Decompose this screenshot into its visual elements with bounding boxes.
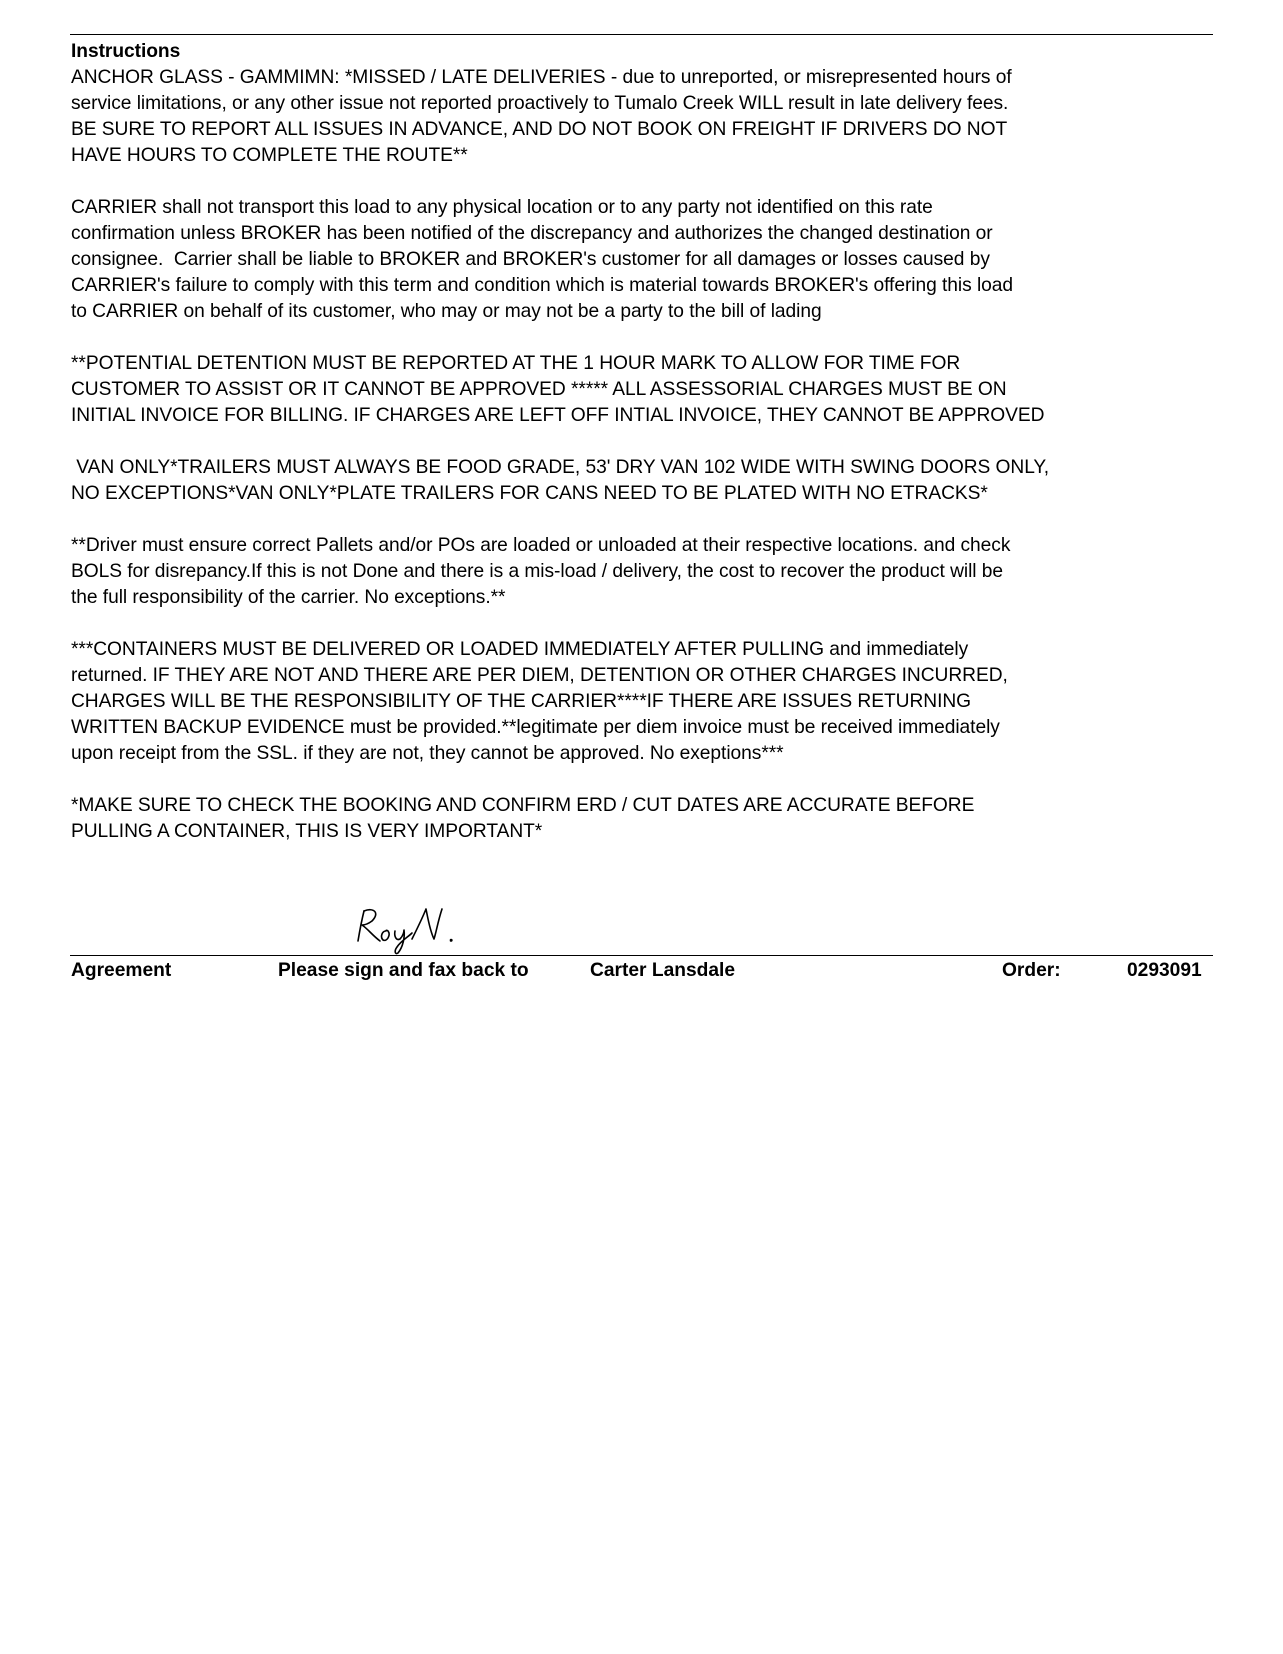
instruction-paragraph-booking [71,793,1221,845]
paragraph-line: CARRIER's failure to comply with this term and condition which is material towards BROKER's offering this load [71,275,1014,296]
paragraph-line: service limitations, or any other issue not reported proactively to Tumalo Creek WILL result in late delivery fees. [71,93,1009,114]
paragraph-line: returned. IF THEY ARE NOT AND THERE ARE PER DIEM, DETENTION OR OTHER CHARGES INCURRED, [71,665,1008,686]
contact-name: Carter Lansdale [590,960,736,981]
paragraph-line: CHARGES WILL BE THE RESPONSIBILITY OF THE CARRIER****IF THERE ARE ISSUES RETURNING [71,691,972,712]
instruction-paragraph-trailers [71,455,1221,507]
order-number: 0293091 [1127,960,1202,981]
paragraph-line: BOLS for disrepancy.If this is not Done and there is a mis-load / delivery, the cost to recover the product will be [71,561,1004,582]
paragraph-line: WRITTEN BACKUP EVIDENCE must be provided.**legitimate per diem invoice must be received immediately [71,717,1000,738]
instructions-heading: Instructions [71,41,181,62]
instruction-paragraph-carrier-liability [71,195,1221,325]
paragraph-line: **POTENTIAL DETENTION MUST BE REPORTED AT THE 1 HOUR MARK TO ALLOW FOR TIME FOR [71,353,961,374]
instruction-paragraph-late-deliveries [71,65,1221,169]
paragraph-line: VAN ONLY*TRAILERS MUST ALWAYS BE FOOD GRADE, 53' DRY VAN 102 WIDE WITH SWING DOORS ONLY, [71,457,1049,478]
paragraph-line: to CARRIER on behalf of its customer, who may or may not be a party to the bill of lading [71,301,822,322]
sign-instruction-label: Please sign and fax back to [278,960,529,981]
paragraph-line: CUSTOMER TO ASSIST OR IT CANNOT BE APPROVED ***** ALL ASSESSORIAL CHARGES MUST BE ON [71,379,1007,400]
paragraph-line: confirmation unless BROKER has been notified of the discrepancy and authorizes the changed destination or [71,223,993,244]
paragraph-line: INITIAL INVOICE FOR BILLING. IF CHARGES ARE LEFT OFF INTIAL INVOICE, THEY CANNOT BE APPROVED [71,405,1045,426]
paragraph-line: upon receipt from the SSL. if they are not, they cannot be approved. No exeptions*** [71,743,784,764]
signature-line [70,955,1213,956]
instruction-paragraph-containers [71,637,1221,767]
paragraph-line: CARRIER shall not transport this load to any physical location or to any party not identified on this rate [71,197,933,218]
paragraph-line: NO EXCEPTIONS*VAN ONLY*PLATE TRAILERS FOR CANS NEED TO BE PLATED WITH NO ETRACKS* [71,483,988,504]
paragraph-line: ***CONTAINERS MUST BE DELIVERED OR LOADED IMMEDIATELY AFTER PULLING and immediately [71,639,969,660]
paragraph-line: ANCHOR GLASS - GAMMIMN: *MISSED / LATE DELIVERIES - due to unreported, or misrepresented hours of [71,67,1012,88]
instruction-paragraph-pallets [71,533,1221,611]
paragraph-line: PULLING A CONTAINER, THIS IS VERY IMPORTANT* [71,821,543,842]
top-divider [70,34,1213,35]
agreement-label: Agreement [71,960,172,981]
paragraph-line: *MAKE SURE TO CHECK THE BOOKING AND CONFIRM ERD / CUT DATES ARE ACCURATE BEFORE [71,795,975,816]
paragraph-line: the full responsibility of the carrier. No exceptions.** [71,587,506,608]
paragraph-line: HAVE HOURS TO COMPLETE THE ROUTE** [71,145,468,166]
paragraph-line: consignee. Carrier shall be liable to BROKER and BROKER's customer for all damages or losses caused by [71,249,990,270]
instruction-paragraph-detention [71,351,1221,429]
order-label: Order: [1002,960,1061,981]
paragraph-line: BE SURE TO REPORT ALL ISSUES IN ADVANCE, AND DO NOT BOOK ON FREIGHT IF DRIVERS DO NOT [71,119,1008,140]
handwritten-signature [350,903,470,955]
paragraph-line: **Driver must ensure correct Pallets and/or POs are loaded or unloaded at their respective locations. and check [71,535,1011,556]
instructions-section [71,39,1221,871]
